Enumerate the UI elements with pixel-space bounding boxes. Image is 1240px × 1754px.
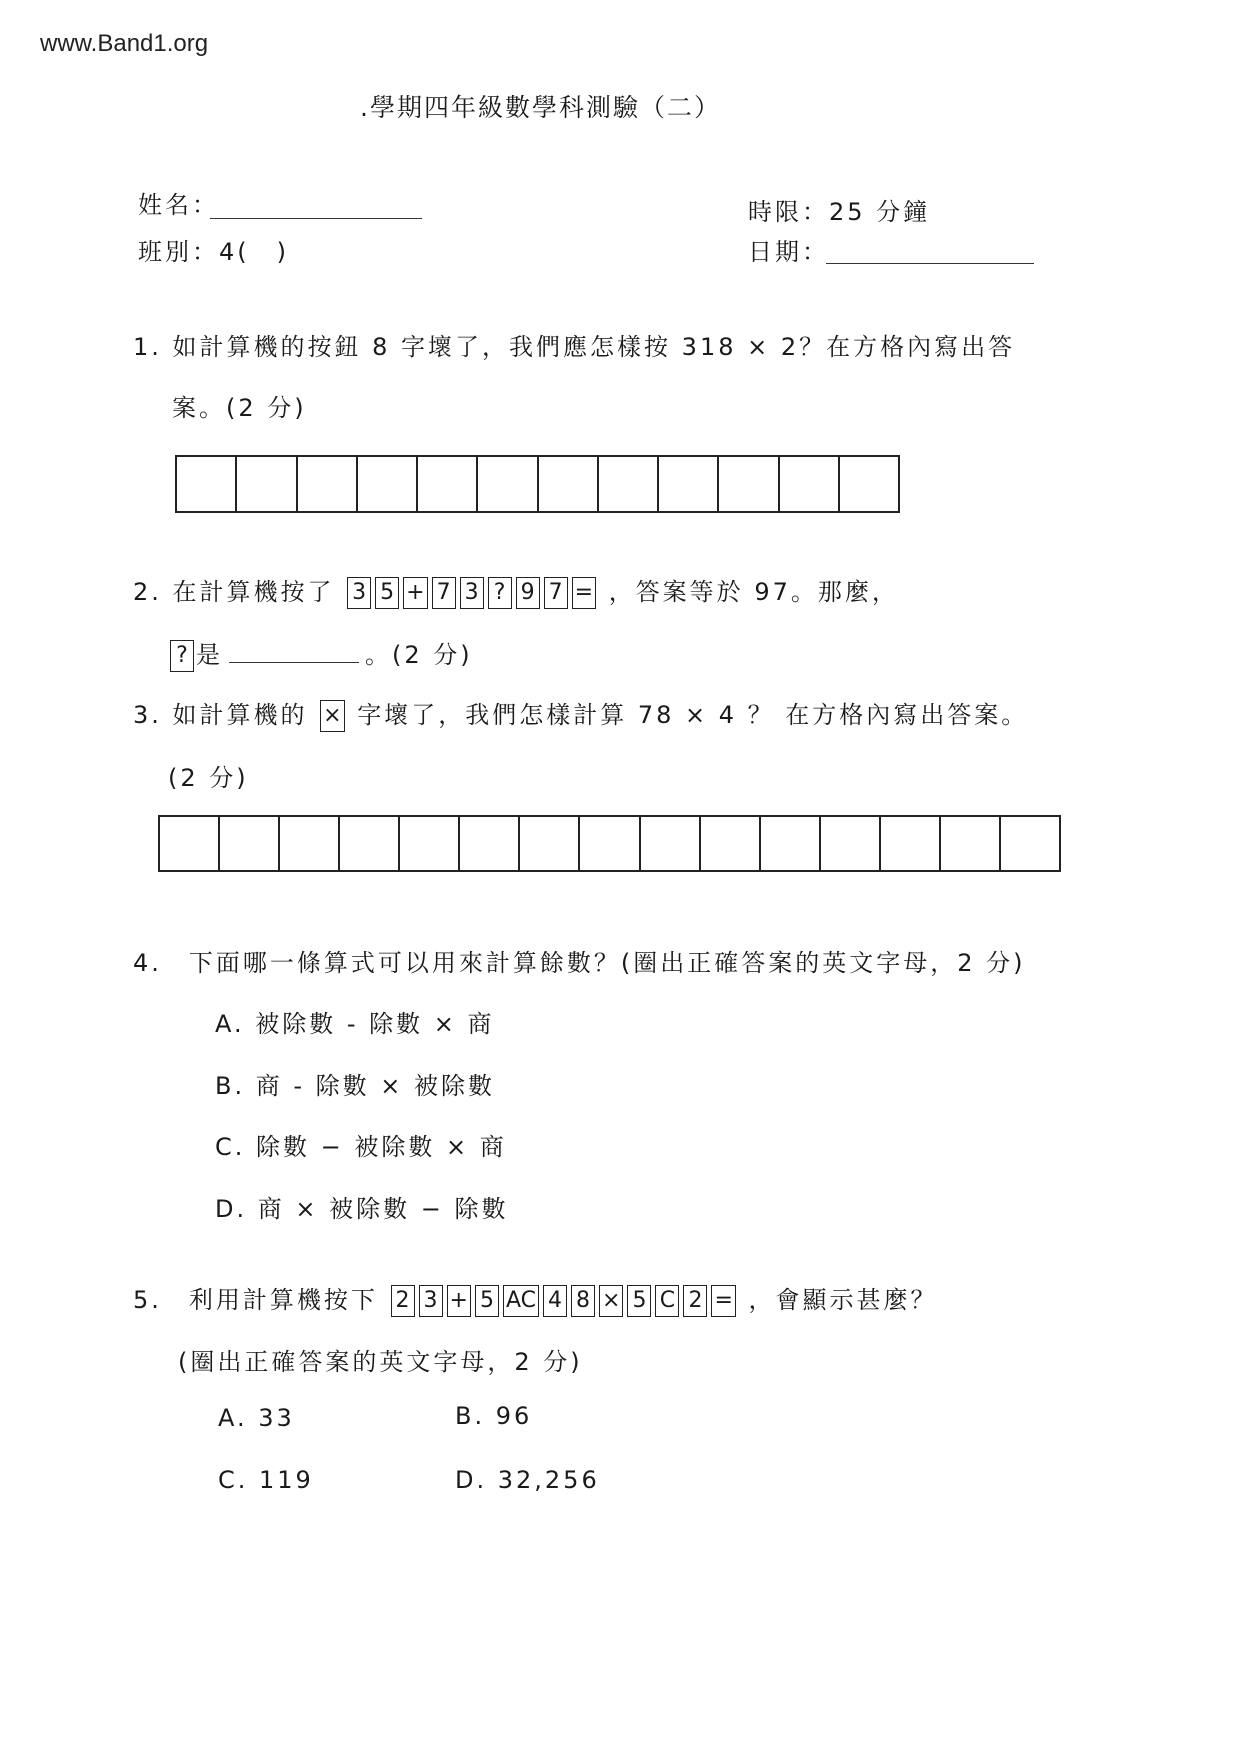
q4-option-d[interactable]: D. 商 × 被除數 − 除數 <box>215 1195 509 1223</box>
q1-grid-cell[interactable] <box>478 457 538 511</box>
q3-grid-cell[interactable] <box>460 817 520 870</box>
q3-grid-cell[interactable] <box>340 817 400 870</box>
q4-option-c[interactable]: C. 除數 − 被除數 × 商 <box>215 1133 507 1161</box>
q3-grid-cell[interactable] <box>881 817 941 870</box>
q5-line2: (圈出正確答案的英文字母，2 分) <box>178 1348 583 1376</box>
q2-key: 3 <box>347 577 371 609</box>
q5-option-b[interactable]: B. 96 <box>455 1402 533 1430</box>
q3-grid-cell[interactable] <box>761 817 821 870</box>
q3-grid-cell[interactable] <box>1001 817 1059 870</box>
q3-grid-cell[interactable] <box>821 817 881 870</box>
q1-grid-cell[interactable] <box>659 457 719 511</box>
q1-grid-cell[interactable] <box>719 457 779 511</box>
q5-key: 5 <box>475 1285 499 1317</box>
q1-grid-cell[interactable] <box>298 457 358 511</box>
q5-key: + <box>447 1285 471 1317</box>
q2-key: 7 <box>432 577 456 609</box>
q4-stem: 4. 下面哪一條算式可以用來計算餘數？(圈出正確答案的英文字母，2 分) <box>133 949 1026 977</box>
q2-key: + <box>403 577 427 609</box>
q1-grid-cell[interactable] <box>599 457 659 511</box>
q5-key-sequence <box>389 1285 738 1317</box>
q2-unknown-key: ? <box>170 640 194 672</box>
q2-is-label: 是 <box>196 641 223 669</box>
q3-grid-cell[interactable] <box>701 817 761 870</box>
q2-key-sequence <box>345 577 598 609</box>
q1-grid-cell[interactable] <box>237 457 297 511</box>
page-title: .學期四年級數學科測驗（二） <box>360 93 721 122</box>
q2-key: ? <box>488 577 512 609</box>
q3-grid-cell[interactable] <box>641 817 701 870</box>
q5-option-d[interactable]: D. 32,256 <box>455 1466 600 1494</box>
q5-key: 3 <box>419 1285 443 1317</box>
q5-line1 <box>133 1280 938 1317</box>
q3-suffix: 字壞了，我們怎樣計算 78 × 4 ？ 在方格內寫出答案。 <box>357 701 1029 729</box>
class-label: 班別：4( ) <box>138 238 289 266</box>
q1-grid-cell[interactable] <box>840 457 898 511</box>
q3-grid-cell[interactable] <box>400 817 460 870</box>
q3-line1 <box>133 695 1028 732</box>
q2-key: = <box>572 577 596 609</box>
q3-grid-cell[interactable] <box>220 817 280 870</box>
q5-key: AC <box>503 1285 539 1317</box>
q5-key: 2 <box>683 1285 707 1317</box>
q5-key: C <box>655 1285 679 1317</box>
q1-grid-cell[interactable] <box>418 457 478 511</box>
q1-grid-cell[interactable] <box>358 457 418 511</box>
time-limit: 時限：25 分鐘 <box>748 198 931 226</box>
q5-suffix: ，會顯示甚麼？ <box>748 1286 938 1314</box>
q5-key: 2 <box>391 1285 415 1317</box>
q4-option-a[interactable]: A. 被除數 - 除數 × 商 <box>215 1010 495 1038</box>
date-blank-line <box>826 263 1034 264</box>
q1-grid-cell[interactable] <box>780 457 840 511</box>
q5-option-c[interactable]: C. 119 <box>218 1466 314 1494</box>
q3-grid-cell[interactable] <box>520 817 580 870</box>
q2-prefix: 2. 在計算機按了 <box>133 578 335 606</box>
q3-broken-key: × <box>320 700 344 732</box>
q5-key: = <box>711 1285 735 1317</box>
q2-key: 9 <box>516 577 540 609</box>
q3-prefix: 3. 如計算機的 <box>133 701 308 729</box>
q1-grid-cell[interactable] <box>177 457 237 511</box>
q3-grid-cell[interactable] <box>580 817 640 870</box>
date-label: 日期： <box>748 238 829 266</box>
q5-key: 4 <box>543 1285 567 1317</box>
q3-line2: (2 分) <box>168 764 249 792</box>
q2-line1 <box>133 572 899 609</box>
q2-answer-blank[interactable] <box>229 638 359 663</box>
q2-key: 5 <box>375 577 399 609</box>
watermark-url: www.Band1.org <box>40 30 209 57</box>
q2-marks: 。(2 分) <box>365 641 473 669</box>
q5-key: 8 <box>571 1285 595 1317</box>
q1-answer-grid[interactable] <box>175 455 900 513</box>
q1-grid-cell[interactable] <box>539 457 599 511</box>
q5-prefix: 5. 利用計算機按下 <box>133 1286 378 1314</box>
q5-key: × <box>599 1285 623 1317</box>
q2-line2 <box>168 635 473 672</box>
q5-key: 5 <box>627 1285 651 1317</box>
q3-grid-cell[interactable] <box>160 817 220 870</box>
q3-grid-cell[interactable] <box>280 817 340 870</box>
q3-grid-cell[interactable] <box>941 817 1001 870</box>
name-label: 姓名： <box>138 191 219 219</box>
q1-line2: 案。(2 分) <box>172 394 307 422</box>
q2-key: 7 <box>544 577 568 609</box>
q2-key: 3 <box>460 577 484 609</box>
q3-answer-grid[interactable] <box>158 815 1061 872</box>
q5-option-a[interactable]: A. 33 <box>218 1404 295 1432</box>
q1-line1: 1. 如計算機的按鈕 8 字壞了，我們應怎樣按 318 × 2？在方格內寫出答 <box>133 333 1016 361</box>
q2-suffix: ，答案等於 97。那麼， <box>608 578 899 606</box>
name-blank-line <box>210 218 422 219</box>
q4-option-b[interactable]: B. 商 - 除數 × 被除數 <box>215 1072 496 1100</box>
